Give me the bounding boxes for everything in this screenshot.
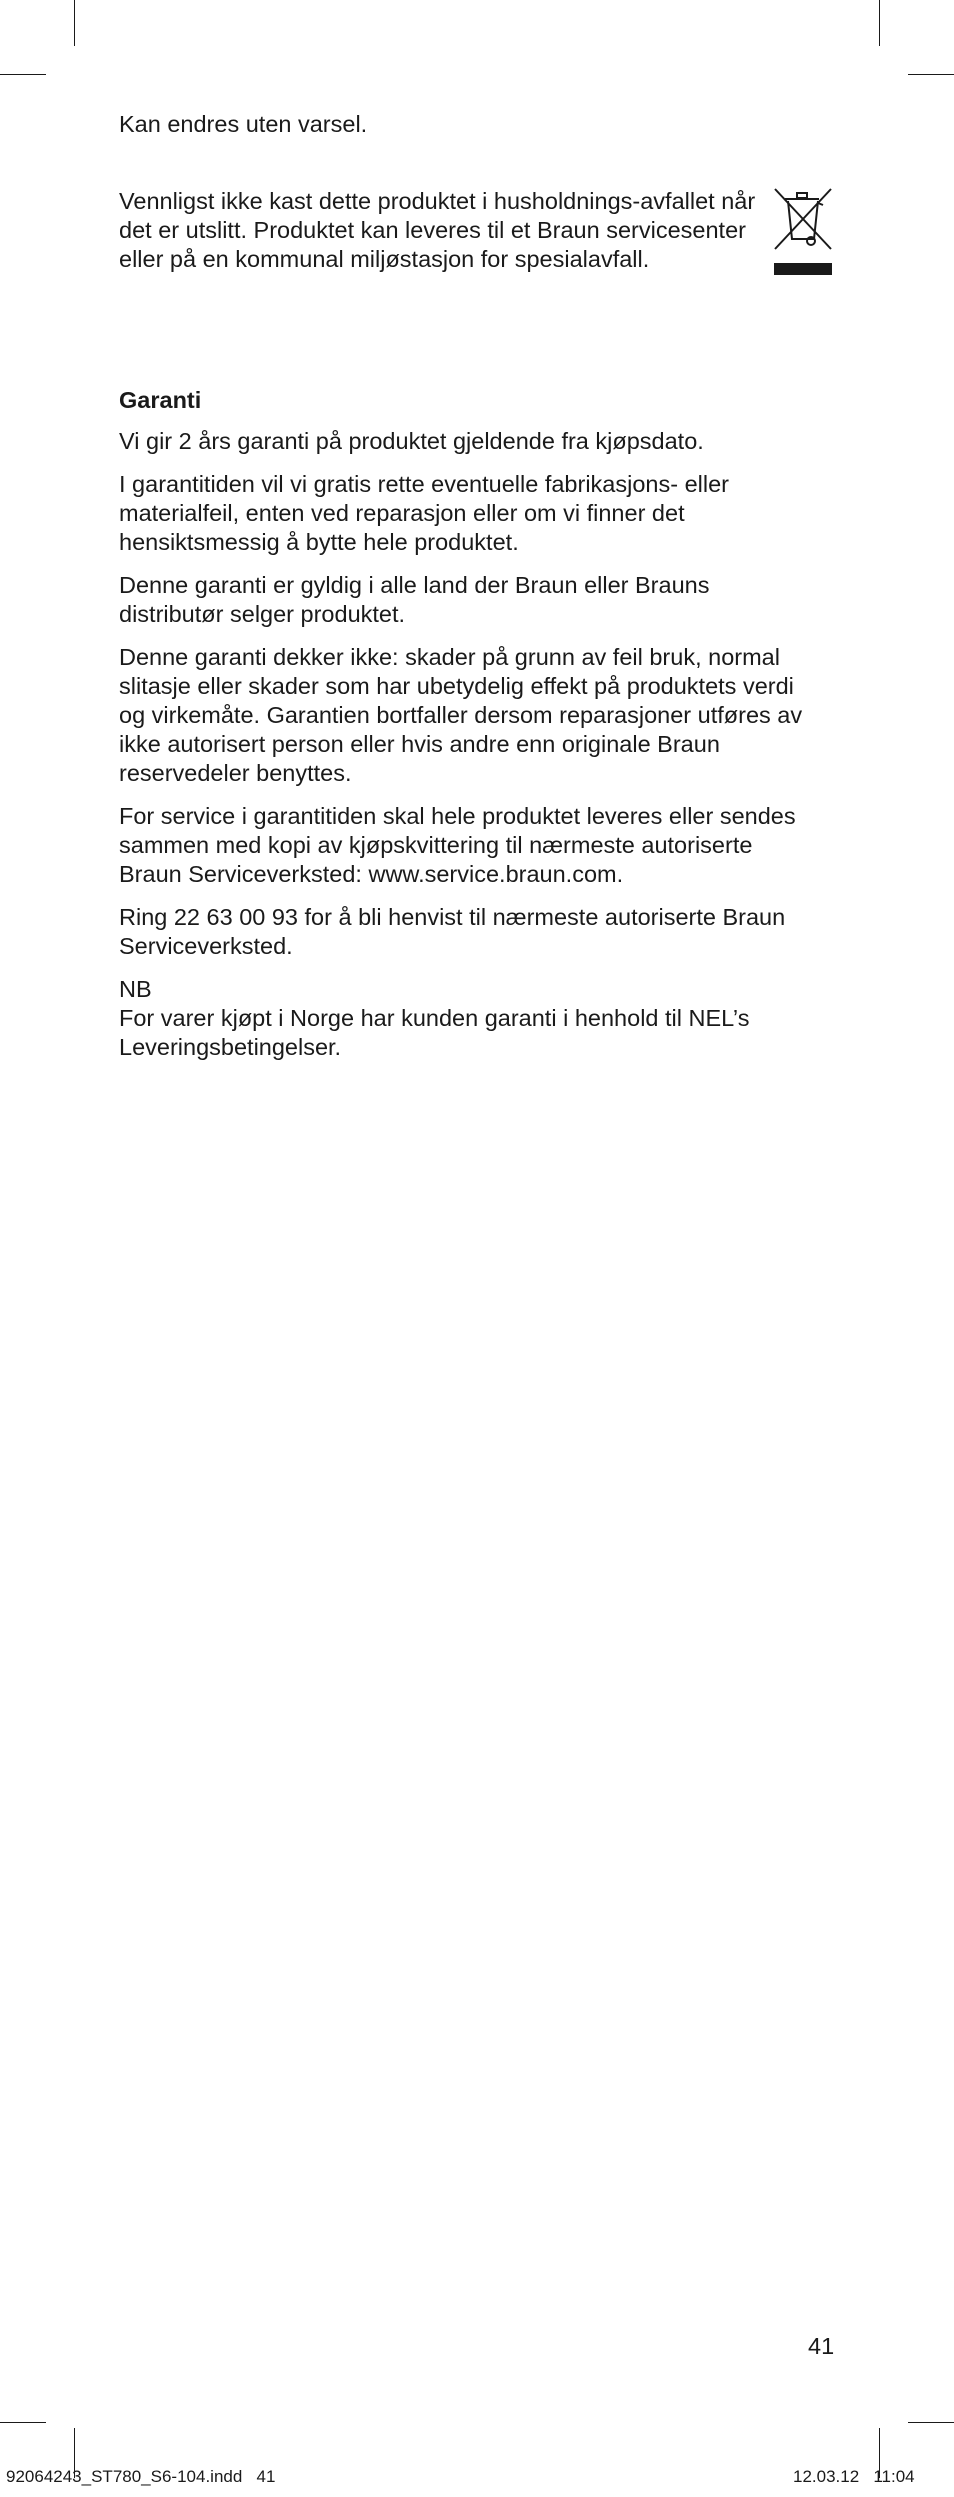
- disposal-notice: [119, 187, 839, 274]
- nb-label: NB: [119, 976, 152, 1002]
- print-slug-file-text: 92064243_ST780_S6-104.indd 41: [6, 2467, 276, 2486]
- page-content: [119, 110, 819, 1076]
- crop-mark-bottom-left-horizontal: [0, 2422, 46, 2423]
- page-number: 41: [808, 2333, 835, 2359]
- warranty-paragraph: I garantitiden vil vi gratis rette eventuelle fabrikasjons- eller materialfeil, enten ved reparasjon eller om vi finner det hensiktsmessig å bytte hele produktet.: [119, 471, 729, 555]
- print-slug-file: [6, 2467, 275, 2487]
- warranty-paragraph: Vi gir 2 års garanti på produktet gjeldende fra kjøpsdato.: [119, 428, 704, 454]
- crop-mark-top-left-horizontal: [0, 74, 46, 75]
- crossed-out-wheelie-bin-icon: [771, 187, 835, 279]
- crop-mark-top-right-horizontal: [908, 74, 954, 75]
- crop-mark-top-right-vertical: [879, 0, 880, 46]
- warranty-paragraph: Denne garanti dekker ikke: skader på grunn av feil bruk, normal slitasje eller skader som har ubetydelig effekt på produktets verdi og virkemåte. Garantien bortfaller dersom reparasjoner utføres av ikke autorisert person eller hvis andre enn originale Braun reservedeler benyttes.: [119, 644, 803, 786]
- warranty-paragraph: For service i garantitiden skal hele produktet leveres eller sendes sammen med kopi av kjøpskvittering til nærmeste autoriserte Braun Serviceverksted: www.service.braun.com.: [119, 803, 796, 887]
- warranty-paragraph: Denne garanti er gyldig i alle land der Braun eller Brauns distributør selger produktet.: [119, 572, 710, 627]
- print-slug-datetime-text: 12.03.12 11:04: [793, 2467, 915, 2486]
- warranty-paragraph: Ring 22 63 00 93 for å bli henvist til nærmeste autoriserte Braun Serviceverksted.: [119, 904, 786, 959]
- crop-mark-top-left-vertical: [74, 0, 75, 46]
- disposal-text: Vennligst ikke kast dette produktet i husholdnings-avfallet når det er utslitt. Produktet kan leveres til et Braun servicesenter eller på en kommunal miljøstasjon for spesialavfall.: [119, 188, 756, 272]
- change-notice: Kan endres uten varsel.: [119, 111, 368, 137]
- nb-text: For varer kjøpt i Norge har kunden garanti i henhold til NEL’s Leveringsbetingelser.: [119, 1005, 750, 1060]
- crop-mark-bottom-right-horizontal: [908, 2422, 954, 2423]
- warranty-heading: Garanti: [119, 387, 202, 413]
- print-slug-datetime: [793, 2467, 915, 2487]
